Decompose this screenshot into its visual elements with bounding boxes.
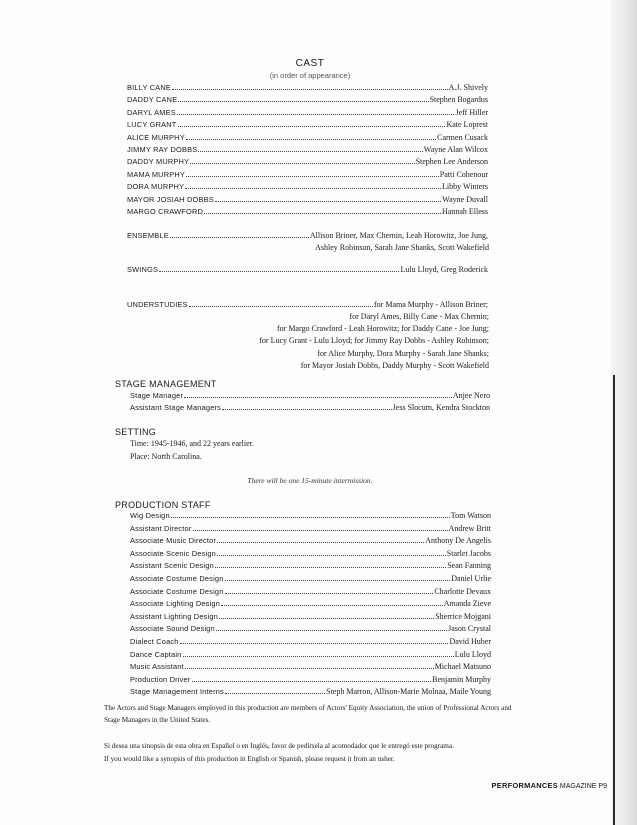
dot-leader (198, 144, 422, 152)
understudy-line: for Daryl Ames, Billy Cane - Max Chernin; (349, 312, 489, 321)
dot-leader (184, 390, 452, 398)
cast-row (127, 119, 488, 131)
person-name: Stephen Lee Anderson (415, 157, 488, 167)
stage-management-row (130, 402, 490, 414)
role-label: Associate Costume Design (130, 574, 224, 583)
understudy-line: for Alice Murphy, Dora Murphy - Sarah Jane Shanks; (317, 348, 489, 358)
dot-leader (225, 573, 451, 581)
dot-leader (215, 194, 441, 202)
person-name: A.J. Shively (448, 83, 488, 92)
synopsis-spanish: Si desea una sinopsis de esta obra en Español o en Inglés, favor de pedírsela al acomodador que le entregó este programa. (104, 742, 454, 750)
swings-row (127, 264, 488, 276)
understudies-line1: for Mama Murphy - Allison Briner; (374, 300, 488, 309)
ensemble-names-line1: Allison Briner, Max Chernin, Leah Horowitz, Joe Jung, (309, 231, 488, 240)
setting-heading: SETTING (115, 427, 157, 437)
role-label: DADDY CANE (127, 95, 178, 105)
footer-brand: PERFORMANCES (491, 781, 558, 790)
cast-subtitle: (in order of appearance) (269, 71, 351, 80)
dot-leader (185, 181, 441, 189)
dot-leader (172, 82, 448, 90)
person-name: Jess Slocum, Kendra Stockton (392, 403, 490, 412)
role-label: Dialect Coach (130, 637, 179, 646)
dot-leader (185, 661, 434, 669)
swings-names: Lulu Lloyd, Greg Roderick (400, 265, 488, 274)
role-label: Music Assistant (130, 662, 184, 672)
dot-leader (219, 611, 434, 619)
cast-title: CAST (295, 58, 325, 69)
dot-leader (216, 623, 447, 631)
dot-leader (186, 169, 439, 177)
person-name: Patti Cohenour (439, 169, 488, 179)
person-name: Michael Matsuno (434, 662, 491, 672)
role-label: Production Driver (130, 674, 191, 684)
person-name: Wayne Alan Wilcox (423, 145, 488, 154)
person-name: Starlet Jacobs (446, 548, 491, 558)
dot-leader (178, 119, 446, 127)
production-staff-row (130, 636, 491, 648)
cast-row (127, 94, 488, 106)
intermission-note: There will be one 15-minute intermission. (247, 476, 373, 485)
person-name: David Huber (449, 637, 491, 646)
dot-leader (171, 510, 450, 518)
production-staff-row (130, 661, 491, 673)
person-name: Carmen Cusack (437, 132, 488, 142)
person-name: Steph Marron, Allison-Marie Molnaa, Maile Young (326, 687, 491, 697)
role-label: Associate Lighting Design (130, 599, 221, 609)
role-label: DARYL AMES (127, 107, 176, 117)
cast-row (127, 82, 488, 94)
production-staff-row (130, 560, 491, 572)
role-label: Associate Sound Design (130, 624, 215, 634)
production-staff-row (130, 623, 491, 635)
person-name: Wayne Duvall (442, 194, 488, 204)
cast-row (127, 156, 488, 168)
role-label: Dance Captain (130, 649, 182, 659)
role-label: MAYOR JOSIAH DOBBS (127, 194, 214, 204)
role-label: ALICE MURPHY (127, 132, 185, 142)
production-staff-row (130, 598, 491, 610)
person-name: Lulu Lloyd (454, 649, 491, 659)
role-label: Associate Costume Design (130, 586, 224, 596)
role-label: Assistant Stage Managers (130, 403, 222, 412)
dot-leader (186, 132, 436, 140)
person-name: Andrew Britt (448, 523, 491, 533)
ensemble-label: ENSEMBLE (127, 231, 169, 240)
understudy-line: for Mayor Josiah Dobbs, Daddy Murphy - Scott Wakefield (300, 360, 489, 370)
role-label: JIMMY RAY DOBBS (127, 145, 198, 154)
dot-leader (217, 548, 446, 556)
production-staff-row (130, 510, 491, 522)
production-staff-row (130, 535, 491, 547)
role-label: Stage Management Interns (130, 687, 224, 697)
stage-management-row (130, 390, 490, 402)
dot-leader (192, 674, 432, 682)
cast-row (127, 194, 488, 206)
role-label: MARGO CRAWFORD (127, 207, 204, 216)
dot-leader (190, 156, 414, 164)
cast-row (127, 169, 488, 181)
footer-magazine: MAGAZINE (559, 783, 597, 790)
dot-leader (217, 535, 424, 543)
cast-row (127, 144, 488, 156)
person-name: Benjamin Murphy (432, 674, 491, 684)
dot-leader (215, 560, 446, 568)
dot-leader (225, 686, 325, 694)
synopsis-english: If you would like a synopsis of this production in English or Spanish, please request it from an usher. (104, 755, 395, 763)
production-staff-row (130, 611, 491, 623)
role-label: BILLY CANE (127, 83, 172, 92)
role-label: Assistant Scenic Design (130, 561, 214, 571)
understudy-line: for Lucy Grant - Lulu Lloyd; for Jimmy Ray Dobbs - Ashley Robinson; (259, 336, 489, 346)
dot-leader (221, 598, 443, 606)
person-name: Tom Watson (450, 511, 491, 520)
footer-page-number: P9 (598, 783, 607, 790)
cast-row (127, 132, 488, 144)
production-staff-row (130, 674, 491, 686)
understudies-label: UNDERSTUDIES (127, 300, 188, 309)
role-label: Stage Manager (130, 391, 184, 400)
person-name: Stephen Bogardus (429, 95, 488, 105)
role-label: Assistant Lighting Design (130, 611, 218, 621)
production-staff-heading: PRODUCTION STAFF (115, 500, 211, 510)
equity-note: The Actors and Stage Managers employed in this production are members of Actors' Equity Association, the union of Professional Actors and Stage Managers in the United States. (104, 704, 512, 724)
production-staff-row (130, 586, 491, 598)
dot-leader (183, 649, 454, 657)
dot-leader (189, 299, 373, 307)
role-label: LUCY GRANT (127, 120, 177, 130)
role-label: MAMA MURPHY (127, 169, 186, 179)
production-staff-row (130, 548, 491, 560)
page-footer (492, 781, 607, 790)
production-staff-row (130, 649, 491, 661)
person-name: Anthony De Angelis (425, 536, 491, 546)
page-edge-line (613, 375, 615, 825)
person-name: Sherrice Mojgani (435, 611, 491, 621)
dot-leader (222, 402, 392, 410)
role-label: DADDY MURPHY (127, 157, 190, 167)
person-name: Amanda Zieve (443, 599, 491, 609)
production-staff-row (130, 523, 491, 535)
production-staff-row (130, 573, 491, 585)
person-name: Kate Loprest (446, 120, 488, 130)
role-label: Associate Scenic Design (130, 548, 216, 558)
person-name: Libby Winters (442, 182, 488, 192)
role-label: Wig Design (130, 511, 170, 520)
cast-row (127, 206, 488, 218)
dot-leader (204, 206, 441, 214)
ensemble-names-line2: Ashley Robinson, Sarah Jane Shanks, Scott Wakefield (315, 243, 489, 252)
person-name: Sean Fanning (447, 561, 491, 571)
ensemble-row (127, 230, 488, 242)
swings-label: SWINGS (127, 265, 159, 274)
dot-leader (170, 230, 309, 238)
dot-leader (178, 94, 428, 102)
role-label: DORA MURPHY (127, 182, 185, 192)
setting-time: Time: 1945-1946, and 22 years earlier. (130, 439, 254, 448)
setting-place: Place: North Carolina. (130, 452, 202, 461)
understudy-line: for Margo Crawford - Leah Horowitz; for Daddy Cane - Joe Jung; (276, 324, 489, 334)
dot-leader (180, 636, 449, 644)
dot-leader (193, 523, 448, 531)
person-name: Charlotte Devaux (434, 586, 491, 596)
person-name: Hannah Elless (442, 207, 488, 216)
dot-leader (225, 586, 434, 594)
cast-row (127, 107, 488, 119)
person-name: Daniel Urlie (451, 574, 491, 583)
stage-management-heading: STAGE MANAGEMENT (115, 379, 217, 389)
person-name: Jeff Hiller (455, 107, 488, 117)
cast-row (127, 181, 488, 193)
person-name: Anjee Nero (452, 391, 490, 400)
understudies-row (127, 299, 488, 311)
dot-leader (177, 107, 455, 115)
dot-leader (159, 264, 399, 272)
role-label: Associate Music Director (130, 536, 217, 546)
production-staff-row (130, 686, 491, 698)
role-label: Assistant Director (130, 523, 192, 533)
person-name: Jason Crystal (448, 624, 491, 634)
